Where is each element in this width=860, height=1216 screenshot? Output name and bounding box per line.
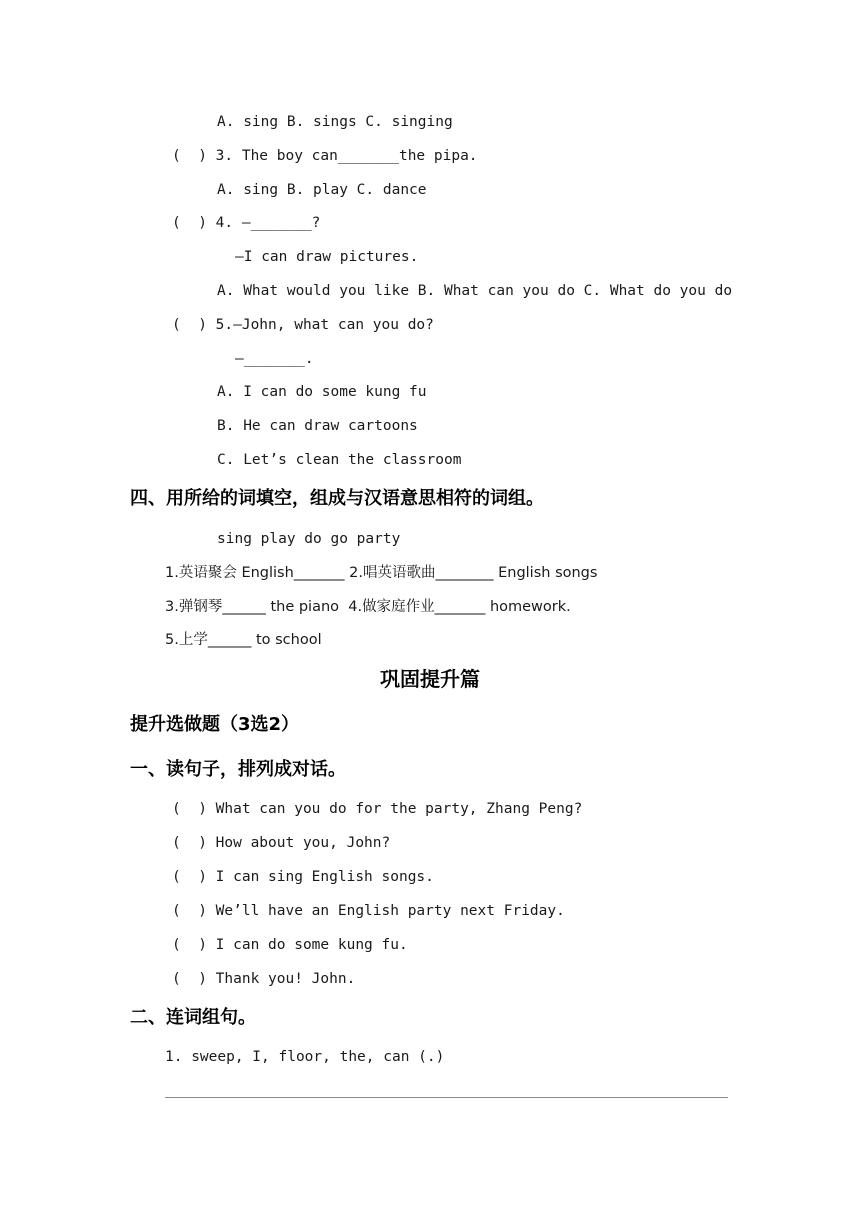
question-2-options: A. sing B. sings C. singing — [217, 114, 453, 130]
fill-row-1: 1.英语聚会 English_______ 2.唱英语歌曲________ English songs — [165, 565, 598, 581]
dialogue-item: ( ) I can do some kung fu. — [172, 937, 408, 953]
order-question-1: 1. sweep, I, floor, the, can (.) — [165, 1049, 445, 1065]
question-3-options: A. sing B. play C. dance — [217, 182, 427, 198]
section-four-heading: 四、用所给的词填空，组成与汉语意思相符的词组。 — [130, 488, 544, 509]
dialogue-item: ( ) What can you do for the party, Zhang Peng? — [172, 801, 583, 817]
elective-note: 提升选做题（3选2） — [130, 714, 300, 735]
question-4-answer-line: —I can draw pictures. — [235, 249, 419, 265]
part-title: 巩固提升篇 — [380, 667, 480, 691]
dialogue-item: ( ) Thank you! John. — [172, 971, 356, 987]
answer-line — [165, 1097, 728, 1098]
section-two-heading: 二、连词组句。 — [130, 1007, 256, 1028]
question-5-stem: ( ) 5.—John, what can you do? — [172, 317, 434, 333]
question-4-options: A. What would you like B. What can you do C. What do you do — [217, 283, 733, 299]
question-5-option-a: A. I can do some kung fu — [217, 384, 427, 400]
section-one-heading: 一、读句子，排列成对话。 — [130, 759, 346, 780]
fill-row-2: 3.弹钢琴______ the piano 4.做家庭作业_______ homework. — [165, 599, 571, 615]
dialogue-item: ( ) We’ll have an English party next Friday. — [172, 903, 565, 919]
question-4-stem: ( ) 4. —_______? — [172, 215, 321, 231]
dialogue-item: ( ) How about you, John? — [172, 835, 391, 851]
question-3-stem: ( ) 3. The boy can_______the pipa. — [172, 148, 478, 164]
question-5-option-b: B. He can draw cartoons — [217, 418, 418, 434]
question-5-option-c: C. Let’s clean the classroom — [217, 452, 462, 468]
dialogue-item: ( ) I can sing English songs. — [172, 869, 434, 885]
fill-row-3: 5.上学______ to school — [165, 632, 322, 648]
word-bank: sing play do go party — [217, 531, 401, 547]
question-5-answer-line: —_______. — [235, 351, 314, 367]
